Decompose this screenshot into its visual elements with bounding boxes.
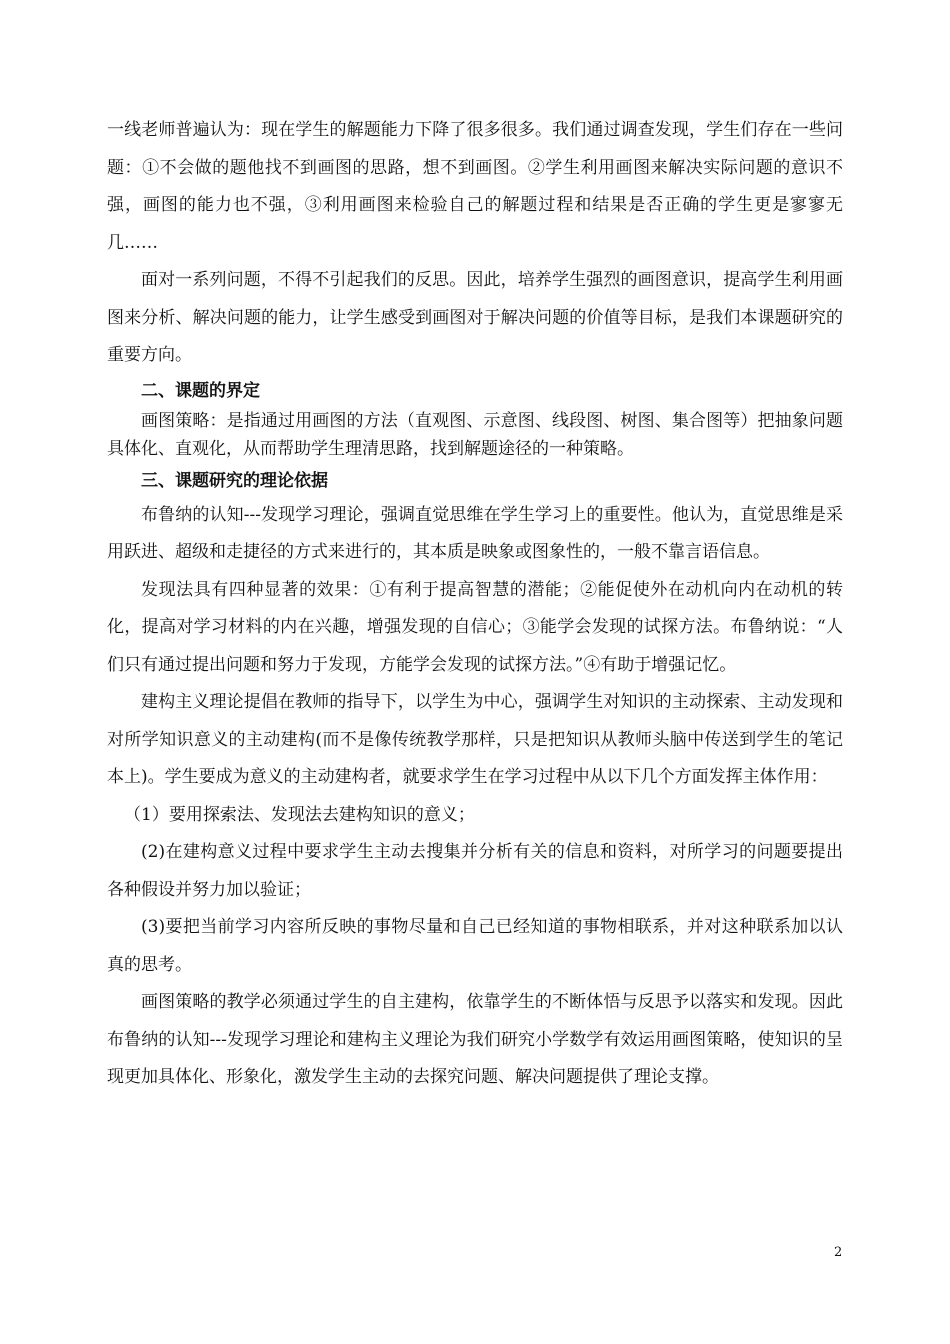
section-heading-definition: 二、课题的界定 [141,380,260,401]
list-item-3: (3)要把当前学习内容所反映的事物尽量和自己已经知道的事物相联系，并对这种联系加以认真的思考。 [107,917,843,975]
paragraph-bruner-theory: 布鲁纳的认知---发现学习理论，强调直觉思维在学生学习上的重要性。他认为，直觉思维是采用跃进、超级和走捷径的方式来进行的，其本质是映象或图象性的，一般不靠言语信息。 [107,504,843,562]
paragraph-teacher-observation: 一线老师普遍认为：现在学生的解题能力下降了很多很多。我们通过调查发现，学生们存在一些问题：①不会做的题他找不到画图的思路，想不到画图。②学生利用画图来解决实际问题的意识不强，画图的能力也不强，③利用画图来检验自己的解题过程和结果是否正确的学生更是寥寥无几…… [107,120,843,253]
list-item-2: (2)在建构意义过程中要求学生主动去搜集并分析有关的信息和资料，对所学习的问题要提出各种假设并努力加以验证； [107,842,843,900]
paragraph-constructivism: 建构主义理论提倡在教师的指导下，以学生为中心，强调学生对知识的主动探索、主动发现和对所学知识意义的主动建构(而不是像传统教学那样，只是把知识从教师头脑中传送到学生的笔记本上)。学生要成为意义的主动建构者，就要求学生在学习过程中从以下几个方面发挥主体作用： [107,692,843,787]
document-body [107,112,843,1097]
paragraph-reflection: 面对一系列问题，不得不引起我们的反思。因此，培养学生强烈的画图意识，提高学生利用画图来分析、解决问题的能力，让学生感受到画图对于解决问题的价值等目标，是我们本课题研究的重要方向。 [107,270,843,365]
section-heading-theory: 三、课题研究的理论依据 [141,470,328,491]
paragraph-discovery-method: 发现法具有四种显著的效果：①有利于提高智慧的潜能；②能促使外在动机向内在动机的转化，提高对学习材料的内在兴趣，增强发现的自信心；③能学会发现的试探方法。布鲁纳说：“人们只有通过提出问题和努力于发现，方能学会发现的试探方法。”④有助于增强记忆。 [107,579,843,675]
paragraph-definition: 画图策略：是指通过用画图的方法（直观图、示意图、线段图、树图、集合图等）把抽象问题具体化、直观化，从而帮助学生理清思路，找到解题途径的一种策略。 [107,410,843,459]
list-item-1: （1）要用探索法、发现法去建构知识的意义； [124,804,475,825]
paragraph-conclusion: 画图策略的教学必须通过学生的自主建构，依靠学生的不断体悟与反思予以落实和发现。因此布鲁纳的认知---发现学习理论和建构主义理论为我们研究小学数学有效运用画图策略，使知识的呈现更加具体化、形象化，激发学生主动的去探究问题、解决问题提供了理论支撑。 [107,992,843,1087]
page-number: 2 [834,1245,843,1260]
